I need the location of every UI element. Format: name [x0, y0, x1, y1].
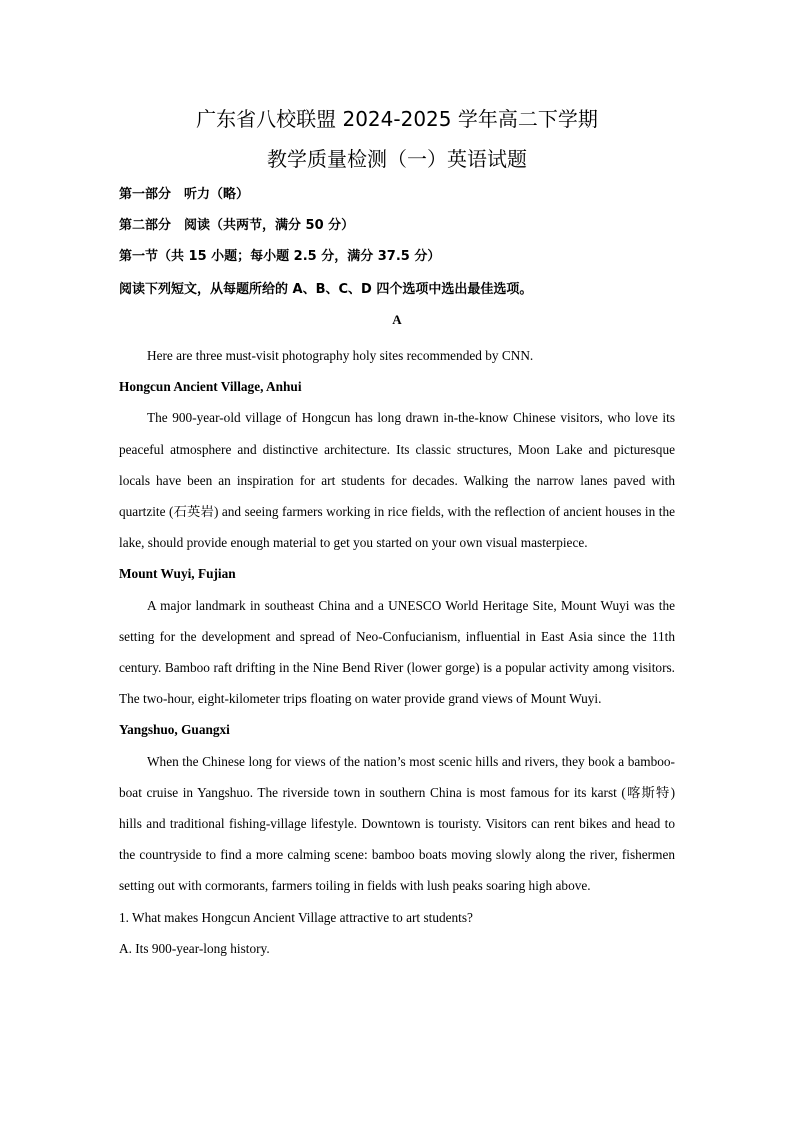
section-text-wuyi: A major landmark in southeast China and a UNESCO World Heritage Site, Mount Wuyi was the setting for the development and spread of Neo-Confucianism, influential in East Asia since the 11th century. Bamboo raft drifting in the Nine Bend River (lower gorge) is a popular activity among visitors. The two-hour, eight-kilometer trips floating on water provide grand views of Mount Wuyi. — [119, 597, 675, 707]
question-1-option-a: A. Its 900-year-long history. — [119, 940, 270, 956]
section-heading-hongcun: Hongcun Ancient Village, Anhui — [119, 379, 302, 395]
section-text-hongcun: The 900-year-old village of Hongcun has long drawn in-the-know Chinese visitors, who love its peaceful atmosphere and distinctive architecture. Its classic structures, Moon Lake and picturesque locals have been an inspiration for art students for decades. Walking the narrow lanes paved with quartzite (石英岩) and seeing farmers working in rice fields, with the reflection of ancient houses in the lake, should provide enough material to get you started on your own visual masterpiece. — [119, 410, 675, 551]
section1-heading: 第一节（共 15 小题；每小题 2.5 分，满分 37.5 分） — [119, 249, 441, 264]
section-heading-yangshuo: Yangshuo, Guangxi — [119, 722, 230, 738]
passage-intro: Here are three must-visit photography holy sites recommended by CNN. — [147, 348, 534, 363]
section-heading-wuyi: Mount Wuyi, Fujian — [119, 566, 236, 582]
passage-label: A — [392, 312, 402, 327]
section-text-yangshuo: When the Chinese long for views of the nation’s most scenic hills and rivers, they book a bamboo-boat cruise in Yangshuo. The riverside town in southern China is most famous for its karst (喀斯特) hills and traditional fishing-village lifestyle. Downtown is touristy. Visitors can rent bikes and head to the countryside to find a more calming scene: bamboo boats moving slowly along the river, fishermen setting out with cormorants, farmers toiling in fields with lush peaks soaring high above. — [119, 753, 675, 894]
instruction-text: 阅读下列短文，从每题所给的 A、B、C、D 四个选项中选出最佳选项。 — [119, 282, 533, 297]
passage-body — [119, 340, 675, 964]
exam-title-line2: 教学质量检测（一）英语试题 — [267, 147, 527, 171]
exam-title-line1: 广东省八校联盟 2024-2025 学年高二下学期 — [196, 107, 598, 131]
question-1: 1. What makes Hongcun Ancient Village attractive to art students? — [119, 909, 473, 925]
part2-heading: 第二部分 阅读（共两节，满分 50 分） — [119, 218, 355, 233]
part1-heading: 第一部分 听力（略） — [119, 187, 250, 202]
